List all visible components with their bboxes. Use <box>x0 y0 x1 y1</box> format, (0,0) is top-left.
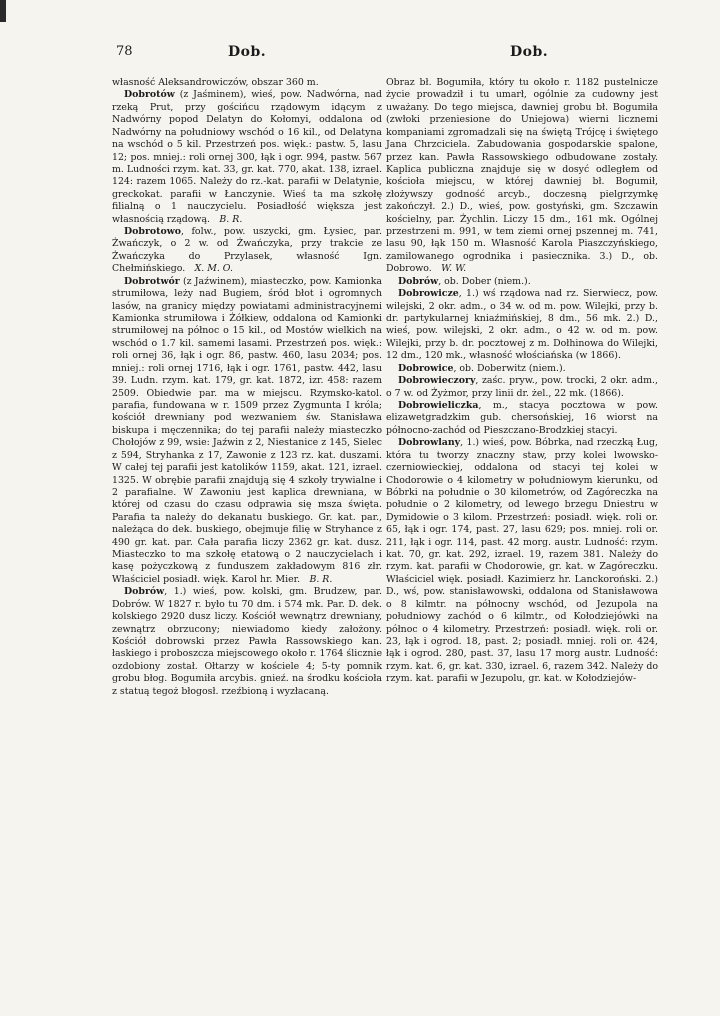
dictionary-entry <box>386 400 658 437</box>
dictionary-entry <box>386 288 658 363</box>
entry-headword: Dobrowieliczka <box>398 399 479 411</box>
dictionary-entry <box>386 276 658 288</box>
entry-headword: Dobrotwór <box>124 275 180 287</box>
dictionary-entry <box>386 77 658 276</box>
entry-headword: Dobrów <box>124 586 165 598</box>
dictionary-entry <box>112 77 382 89</box>
entry-text: własność Aleksandrowiczów, obszar 360 m. <box>112 77 319 88</box>
entry-text: , folw., pow. uszycki, gm. Łysiec, par. Żwańczyk, o 2 w. od Żwańczyka, przy trakcie ze Żwańczyka do Przylasek, własność Ign. Chełmińskiego. <box>112 226 382 275</box>
page-header <box>0 44 720 64</box>
entry-text: , m., stacya pocztowa w pow. elizawetgradzkim gub. chersońskiej, 16 wiorst na północno-zachód od Pieszczano-Brodzkiej stacyi. <box>386 399 658 436</box>
author-signature: B. R. <box>309 573 333 585</box>
entry-text: , 1.) wś rządowa nad rz. Sierwiecz, pow. wilejski, 2 okr. adm., o 34 w. od m. pow. Wilejki, przy b. dr. partykularnej kniaźmińskiej, 8 dm., 56 mk. 2.) D., wieś, pow. wilejski, 2 okr. adm., o 42 w. od m. pow. Wilejki, przy b. dr. pocztowej z m. Dołhinowa do Wilejki, 12 dm., 120 mk., własność włościańska (w 1866). <box>386 288 658 362</box>
author-signature: X. M. O. <box>194 263 233 275</box>
scan-edge-mark <box>0 0 6 22</box>
entry-headword: Dobrowieczory <box>398 375 476 387</box>
right-column <box>386 77 658 686</box>
dictionary-entry <box>112 276 382 587</box>
entry-headword: Dobrowlany <box>398 437 461 449</box>
entry-text: , 1.) wieś, pow. kolski, gm. Brudzew, par. Dobrów. W 1827 r. było tu 70 dm. i 574 mk. Par. D. dek. kolskiego 2920 dusz liczy. Kościół wewnątrz drewniany, zewnątrz obrzucony; niewiadomo kiedy założony. Kościół dobrowski przez Pawła Rassowskiego kan. łaskiego i proboszcza miejscowego około r. 1764 ślicznie ozdobiony został. Ołtarzy w kościele 4; 5-ty pomnik grobu błog. Bogumiła arcybis. gnieź. na środku kościoła z statuą tegoż błogosł. rzeźbioną i wyzłacaną. <box>112 586 382 697</box>
entry-text: (z Jaśminem), wieś, pow. Nadwórna, nad rzeką Prut, przy gościńcu rządowym idącym z Nadwórny popod Delatyn do Kołomyi, oddalona od Nadwórny na południowy wschód o 16 kil., od Delatyna na wschód o 5 kil. Przestrzeń pos. więk.: pastw. 5, lasu 12; pos. mniej.: roli ornej 300, łąk i ogr. 994, pastw. 567 m. Ludności rzym. kat. 33, gr. kat. 770, akat. 138, izrael. 124: razem 1065. Należy do rz.-kat. parafii w Delatynie, greckokat. parafii w Łanczynie. Wieś ta ma szkołę filialną o 1 nauczycielu. Posiadłość większa jest własnością rządową. <box>112 89 382 225</box>
dictionary-entry <box>386 437 658 685</box>
entry-text: , zaśc. pryw., pow. trocki, 2 okr. adm., o 7 w. od Żyżmor, przy linii dr. żel., 22 mk. (1866). <box>386 375 658 399</box>
dictionary-entry <box>112 226 382 276</box>
dictionary-entry <box>386 363 658 375</box>
page-number: 78 <box>116 44 133 59</box>
running-head-left: Dob. <box>228 44 267 60</box>
dictionary-entry <box>112 89 382 226</box>
entry-text: Obraz bł. Bogumiła, który tu około r. 1182 pustelnicze życie prowadził i tu umarł, ogólnie za cudowny jest uważany. Do tego miejsca, dawniej grobu bł. Bogumiła (zwłoki przeniesione do Uniejowa) wierni licznemi kompaniami zgromadzali się na świętą Trójcę i świętego Jana Chrzciciela. Zabudowania gospodarskie spalone, przez kan. Pawła Rassowskiego odbudowane zostały. Kaplica publiczna znajduje się w dosyć odległem od kościoła miejscu, w której dawniej bł. Bogumił, złożywszy godność arcyb., doczesną pielgrzymkę zakończył. 2.) D., wieś, pow. gostyński, gm. Szczawin kościelny, par. Żychlin. Liczy 15 dm., 161 mk. Ogólnej przestrzeni m. 991, w tem ziemi ornej pszennej m. 741, lasu 90, łąk 150 m. Własność Karola Piaszczyńskiego, zamilowanego ogrodnika i pasiecznika. 3.) D., ob. Dobrowo. <box>386 77 658 275</box>
author-signature: B. R. <box>219 213 243 225</box>
entry-headword: Dobrowicze <box>398 288 459 300</box>
entry-headword: Dobrów <box>398 275 439 287</box>
entry-text: , 1.) wieś, pow. Bóbrka, nad rzeczką Ług, która tu tworzy znaczny staw, przy kolei lwowsko-czerniowieckiej, oddalona od stacyi tej kolei w Chodorowie o 4 kilometry w południowym kierunku, od Bóbrki na południe o 30 kilometrów, od Zagóreczka na południe o 2 kilometry, od lewego brzegu Dniestru w Dymidowie o 3 kilom. Przestrzeń: posiadł. więk. roli or. 65, łąk i ogr. 174, past. 27, lasu 629; pos. mniej. roli or. 211, łąk i ogr. 114, past. 42 morg. austr. Ludność: rzym. kat. 70, gr. kat. 292, izrael. 19, razem 381. Należy do rzym. kat. parafii w Chodorowie, gr. kat. w Zagóreczku. Właściciel więk. posiadł. Kazimierz hr. Lanckoroński. 2.) D., wś, pow. stanisławowski, oddalona od Stanisławowa o 8 kilmtr. na północny wschód, od Jezupola na południowy zachód o 6 kilmtr., od Kołodziejówki na północ o 4 kilometry. Przestrzeń: posiadł. więk. roli or. 23, łąk i ogrod. 18, past. 2; posiadł. mniej. roli or. 424, łąk i ogrod. 280, past. 37, lasu 17 morg austr. Ludność: rzym. kat. 6, gr. kat. 330, izrael. 6, razem 342. Należy do rzym. kat. parafii w Jezupolu, gr. kat. w Kołodziejów- <box>386 437 658 685</box>
dictionary-entry <box>386 375 658 400</box>
entry-text: , ob. Doberwitz (niem.). <box>453 362 566 374</box>
entry-text: (z Jaźwinem), miasteczko, pow. Kamionka strumiłowa, leży nad Bugiem, śród błot i ogromnych lasów, na granicy między powiatami administracyjnemi Kamionka strumiłowa i Żółkiew, oddalona od Kamionki strumiłowej na północ o 15 kil., od Mostów wielkich na wschód o 1.7 kil. samemi lasami. Przestrzeń pos. więk.: roli ornej 36, łąk i ogr. 86, pastw. 460, lasu 2034; pos. mniej.: roli ornej 1716, łąk i ogr. 1761, pastw. 442, lasu 39. Ludn. rzym. kat. 179, gr. kat. 1872, izr. 458: razem 2509. Obiedwie par. ma w miejscu. Rzymsko-katol. parafia, fundowana w r. 1509 przez Zygmunta I króla; kościół drewniany pod wezwaniem św. Stanisława biskupa i męczennika; do tej parafii należy miasteczko Chołojów z 99, wsie: Jaźwin z 2, Niestanice z 145, Sielec z 594, Stryhanka z 17, Zawonie z 123 rz. kat. duszami. W całej tej parafii jest katolików 1159, akat. 121, izrael. 1325. W obrębie parafii znajdują się 4 szkoły trywialne i 2 parafialne. W Zawoniu jest kaplica drewniana, w której od czasu do czasu odprawia się msza święta. Parafia ta należy do dekanatu buskiego. Gr. kat. par., należąca do dek. buskiego, obejmuje filię w Stryhance z 490 gr. kat. par. Cała parafia liczy 2362 gr. kat. dusz. Miasteczko to ma szkołę etatową o 2 nauczycielach i kasę pożyczkową z funduszem zakładowym 816 złr. Właściciel posiadł. więk. Karol hr. Mier. <box>112 275 382 585</box>
entry-text: , ob. Dober (niem.). <box>438 275 531 287</box>
entry-headword: Dobrotowo <box>124 226 182 238</box>
entry-headword: Dobrotów <box>124 89 175 101</box>
entry-headword: Dobrowice <box>398 362 454 374</box>
left-column <box>112 77 382 698</box>
author-signature: W. W. <box>441 263 467 275</box>
dictionary-entry <box>112 586 382 698</box>
running-head-right: Dob. <box>510 44 549 60</box>
